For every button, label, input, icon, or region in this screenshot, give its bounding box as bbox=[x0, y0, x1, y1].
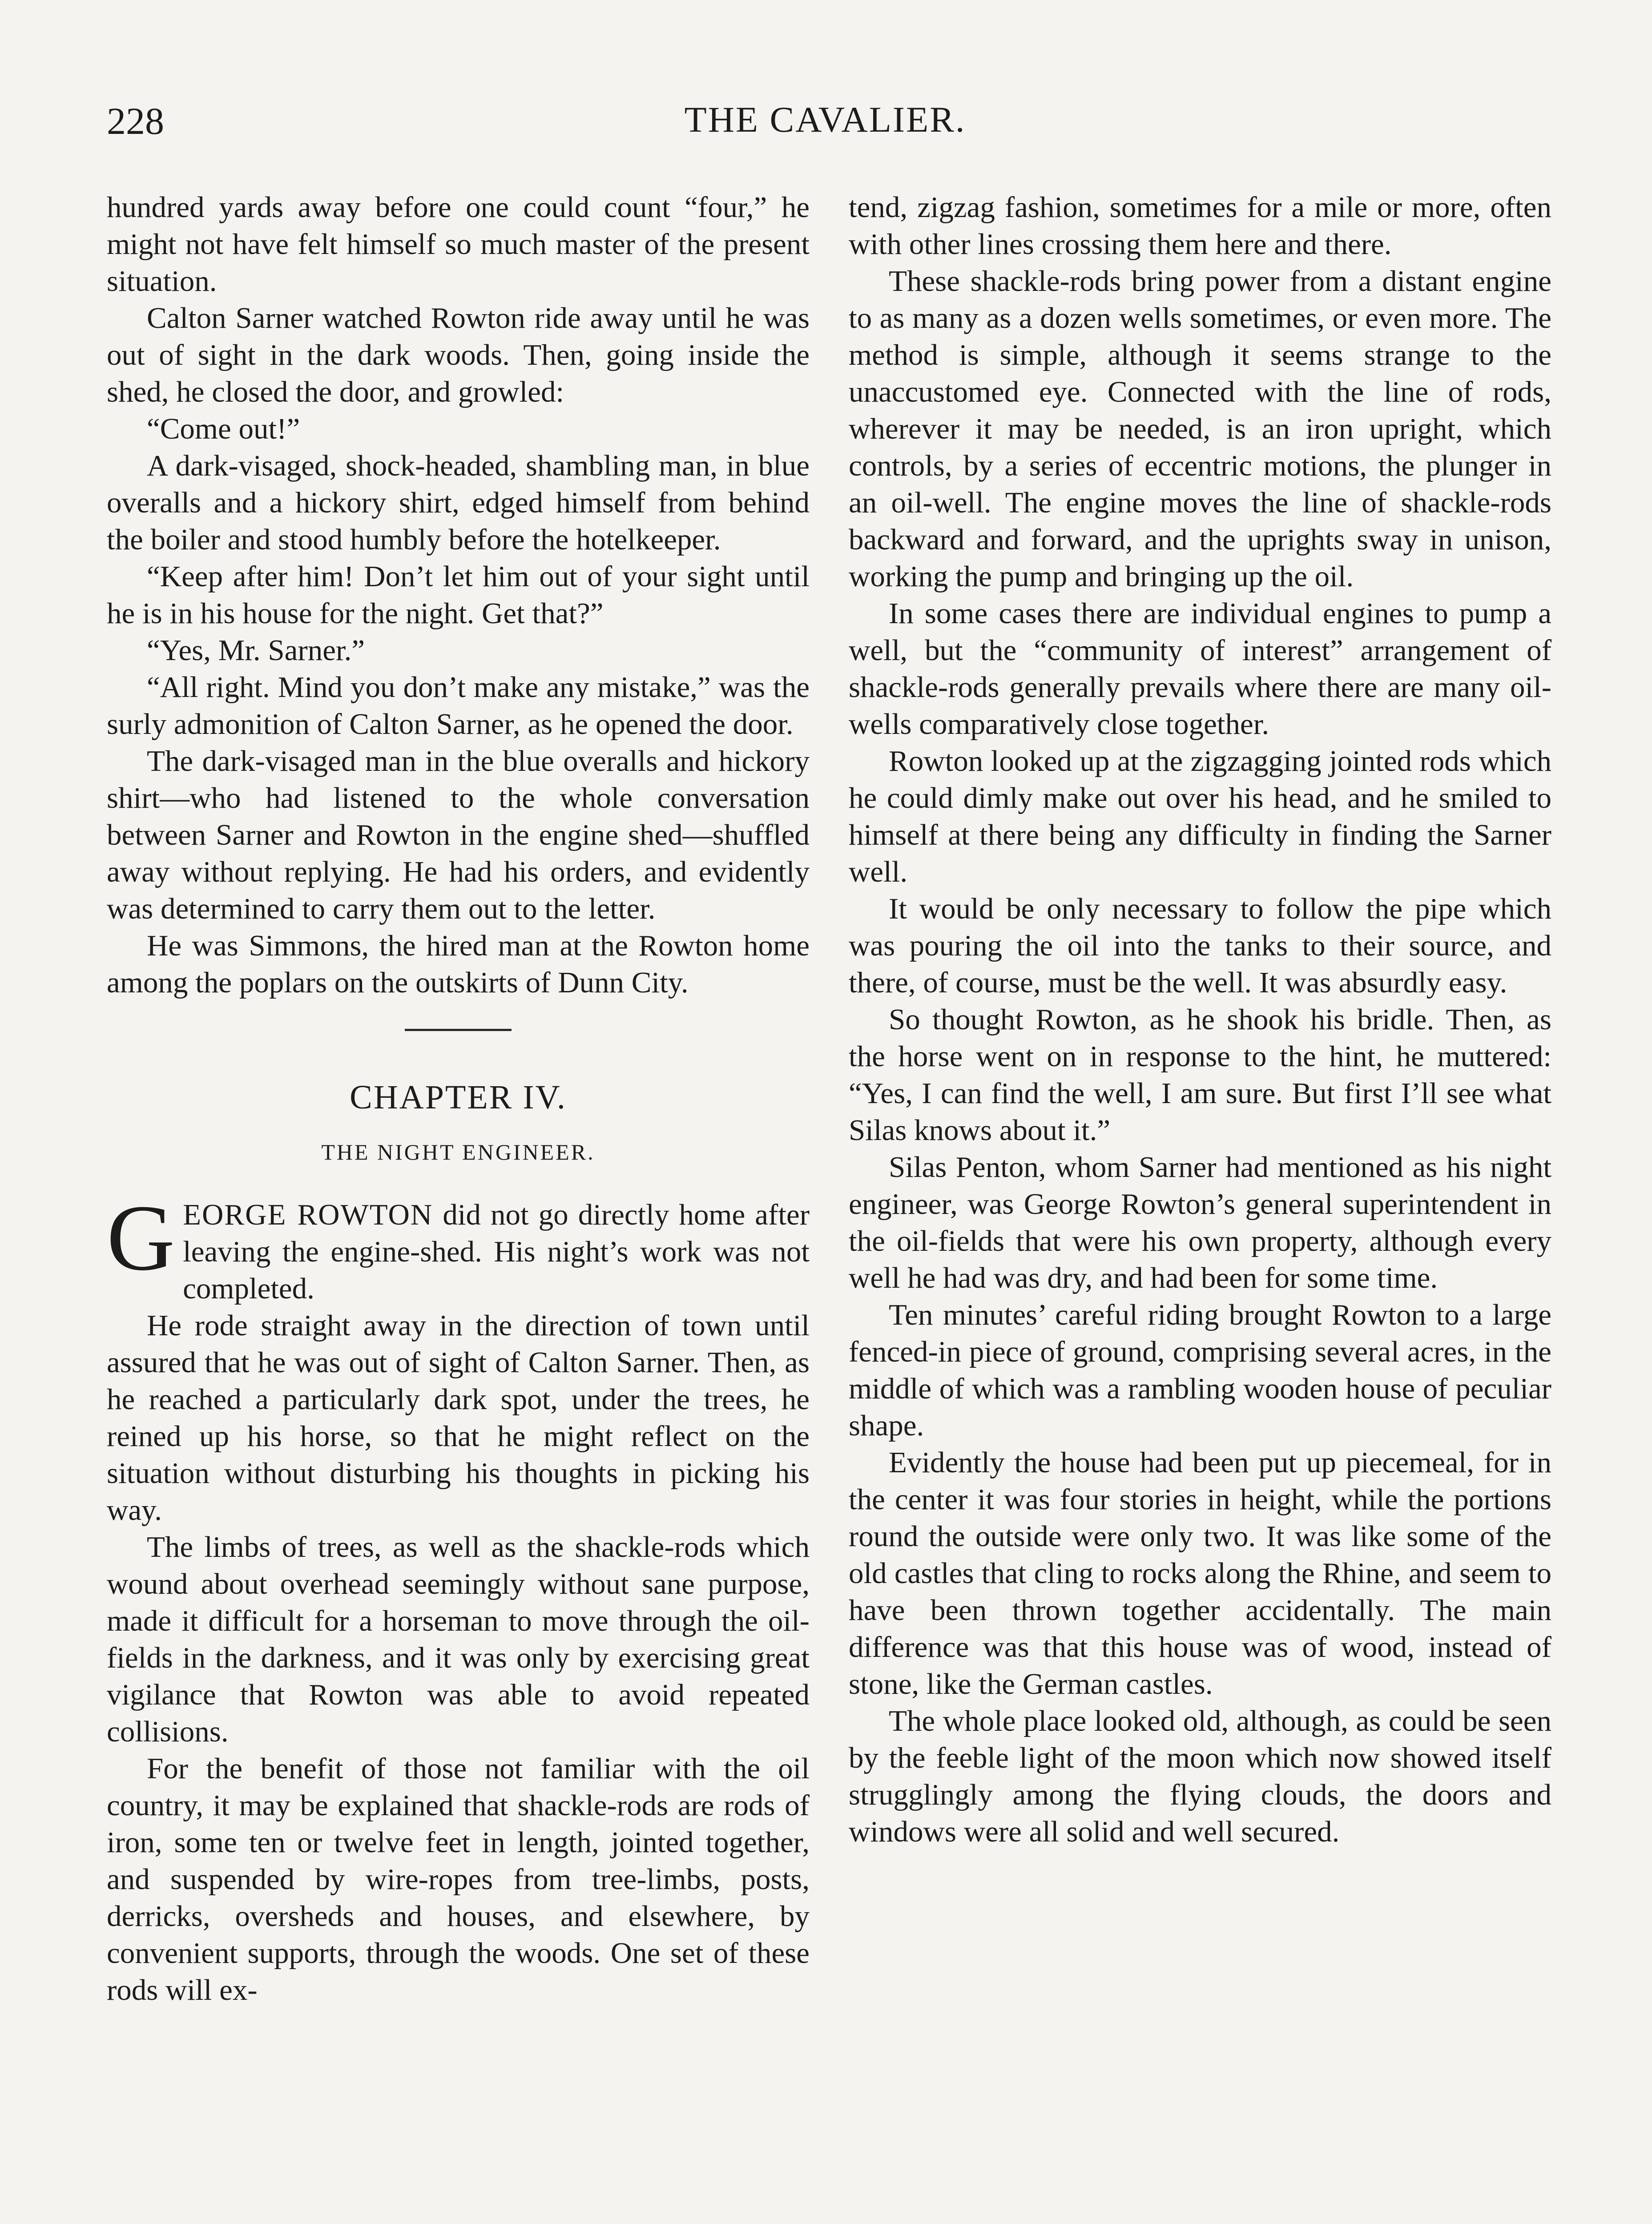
paragraph: “Come out!” bbox=[147, 412, 300, 445]
paragraph: “All right. Mind you don’t make any mistake,” was the surly admonition of Calton Sarner, as he opened the door. bbox=[107, 671, 810, 741]
page-header bbox=[107, 99, 1543, 152]
paragraph: These shackle-rods bring power from a distant engine to as many as a dozen wells sometimes, or even more. The method is simple, although it seems strange to the unaccustomed eye. Connected with the line of rods, wherever it may be needed, is an iron upright, which controls, by a series of eccentric motions, the plunger in an oil-well. The engine moves the line of shackle-rods backward and forward, and the uprights sway in unison, working the pump and bringing up the oil. bbox=[849, 265, 1551, 593]
paragraph: For the benefit of those not familiar with the oil country, it may be explained that shackle-rods are rods of iron, some ten or twelve feet in length, jointed together, and suspended by wire-ropes from tree-limbs, posts, derricks, oversheds and houses, and elsewhere, by convenient supports, through the woods. One set of these rods will ex- bbox=[107, 1752, 810, 2006]
paragraph: The dark-visaged man in the blue overalls and hickory shirt—who had listened to the whole conversation between Sarner and Rowton in the engine shed—shuffled away without replying. He had his orders, and evidently was determined to carry them out to the letter. bbox=[107, 745, 810, 925]
paragraph: Silas Penton, whom Sarner had mentioned as his night engineer, was George Rowton’s general superintendent in the oil-fields that were his own property, although every well he had was dry, and had been for some time. bbox=[849, 1151, 1551, 1294]
paragraph: A dark-visaged, shock-headed, shambling man, in blue overalls and a hickory shirt, edged himself from behind the boiler and stood humbly before the hotelkeeper. bbox=[107, 449, 810, 556]
paragraph: So thought Rowton, as he shook his bridle. Then, as the horse went on in response to the hint, he muttered: “Yes, I can find the well, I am sure. But first I’ll see what Silas knows about it.” bbox=[849, 1003, 1551, 1147]
paragraph: The limbs of trees, as well as the shackle-rods which wound about overhead seemingly without sane purpose, made it difficult for a horseman to move through the oil-fields in the darkness, and it was only by exercising great vigilance that Rowton was able to avoid repeated collisions. bbox=[107, 1531, 810, 1748]
opening-caps: EORGE ROWTON bbox=[183, 1198, 433, 1231]
opening-text: did not go directly home after leaving the engine-shed. His night’s work was not completed. bbox=[183, 1198, 810, 1305]
paragraph: In some cases there are individual engines to pump a well, but the “community of interest” arrangement of shackle-rods generally prevails where there are many oil-wells comparatively close together. bbox=[849, 597, 1551, 741]
paragraph: Evidently the house had been put up piecemeal, for in the center it was four stories in height, while the portions round the outside were only two. It was like some of the old castles that cling to rocks along the Rhine, and seem to have been thrown together accidentally. The main difference was that this house was of wood, instead of stone, like the German castles. bbox=[849, 1446, 1551, 1700]
paragraph: hundred yards away before one could count “four,” he might not have felt himself so much master of the present situation. bbox=[107, 191, 810, 298]
chapter-opening-paragraph bbox=[107, 1185, 810, 1307]
paragraph: The whole place looked old, although, as could be seen by the feeble light of the moon which now showed itself strugglingly among the flying clouds, the doors and windows were all solid and well secured. bbox=[849, 1704, 1551, 1848]
left-column bbox=[107, 189, 810, 2009]
page-number: 228 bbox=[107, 100, 164, 142]
paragraph: “Yes, Mr. Sarner.” bbox=[147, 634, 365, 667]
running-title: THE CAVALIER. bbox=[684, 99, 966, 140]
right-column bbox=[849, 189, 1551, 1850]
paragraph: He rode straight away in the direction of town until assured that he was out of sight of Calton Sarner. Then, as he reached a particularly dark spot, under the trees, he reined up his horse, so that he might reflect on the situation without disturbing his thoughts in picking his way. bbox=[107, 1309, 810, 1527]
section-divider bbox=[405, 1029, 512, 1031]
paragraph: “Keep after him! Don’t let him out of your sight until he is in his house for the night. Get that?” bbox=[107, 560, 810, 630]
paragraph: Ten minutes’ careful riding brought Rowton to a large fenced-in piece of ground, comprising several acres, in the middle of which was a rambling wooden house of peculiar shape. bbox=[849, 1298, 1551, 1442]
paragraph: Rowton looked up at the zigzagging jointed rods which he could dimly make out over his head, and he smiled to himself at there being any difficulty in finding the Sarner well. bbox=[849, 745, 1551, 888]
chapter-heading: CHAPTER IV. bbox=[350, 1079, 567, 1116]
drop-cap: G bbox=[107, 1185, 175, 1290]
paragraph: Calton Sarner watched Rowton ride away until he was out of sight in the dark woods. Then, going inside the shed, he closed the door, and growled: bbox=[107, 302, 810, 408]
chapter-subtitle: THE NIGHT ENGINEER. bbox=[321, 1140, 595, 1164]
paragraph: He was Simmons, the hired man at the Rowton home among the poplars on the outskirts of Dunn City. bbox=[107, 929, 810, 999]
paragraph: tend, zigzag fashion, sometimes for a mile or more, often with other lines crossing them here and there. bbox=[849, 191, 1551, 261]
paragraph: It would be only necessary to follow the pipe which was pouring the oil into the tanks to their source, and there, of course, must be the well. It was absurdly easy. bbox=[849, 892, 1551, 999]
